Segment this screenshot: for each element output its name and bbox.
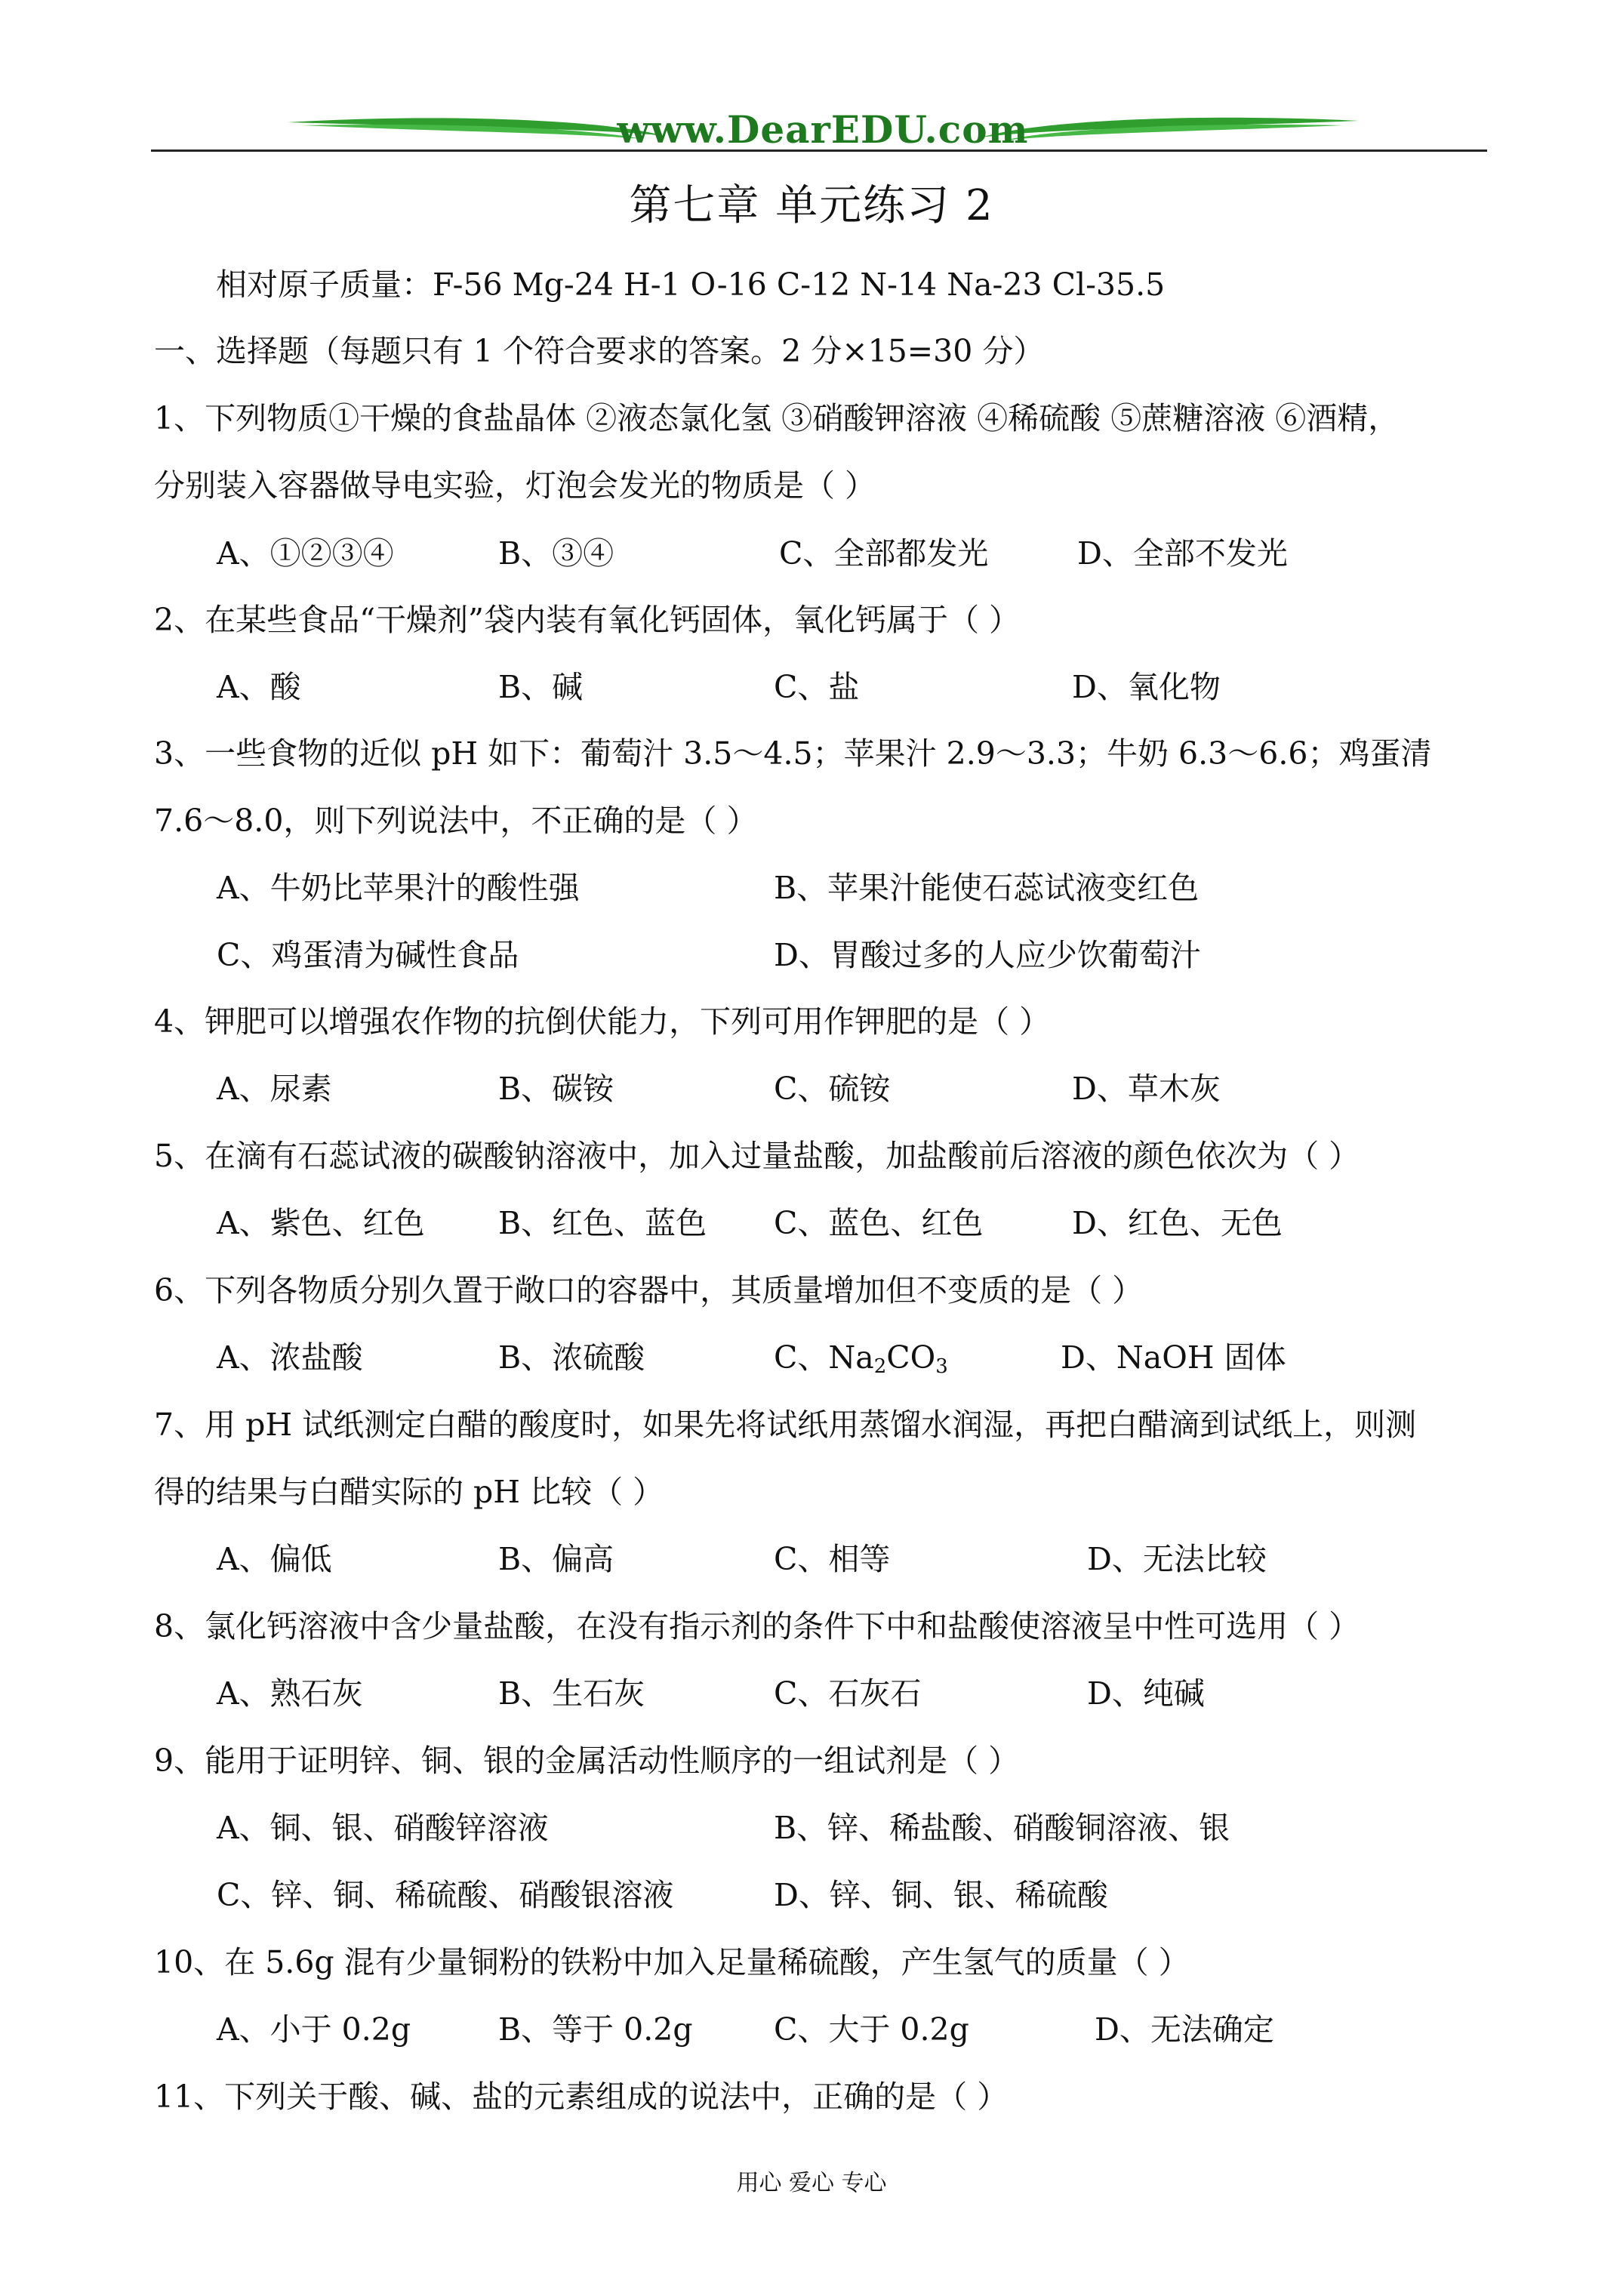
option-d: D、锌、铜、银、稀硫酸 [774,1877,1108,1913]
option-b: B、偏高 [498,1541,614,1577]
option-a: A、小于 0.2g [217,2011,411,2048]
option-b: B、生石灰 [498,1675,645,1712]
question-text: 5、在滴有石蕊试液的碳酸钠溶液中，加入过量盐酸，加盐酸前后溶液的颜色依次为（ ） [154,1138,1360,1174]
page-footer: 用心 爱心 专心 [736,2170,887,2196]
question-text: 9、能用于证明锌、铜、银的金属活动性顺序的一组试剂是（ ） [154,1743,1020,1779]
option-b: B、苹果汁能使石蕊试液变红色 [774,870,1200,906]
page-title: 第七章 单元练习 2 [629,181,994,230]
option-a: A、尿素 [217,1071,332,1107]
question-text: 4、钾肥可以增强农作物的抗倒伏能力，下列可用作钾肥的是（ ） [154,1003,1051,1040]
option-b: B、③④ [498,535,614,572]
formula-subscript: 2 [873,1355,887,1378]
question-text: 3、一些食物的近似 pH 如下：葡萄汁 3.5～4.5；苹果汁 2.9～3.3；牛奶 6.3～6.6；鸡蛋清 [154,735,1432,772]
question-text: 7、用 pH 试纸测定白醋的酸度时，如果先将试纸用蒸馏水润湿，再把白醋滴到试纸上，则测 [154,1407,1417,1443]
option-b: B、碳铵 [498,1071,614,1107]
header-banner [287,106,1359,151]
question-text: 2、在某些食品“干燥剂”袋内装有氧化钙固体，氧化钙属于（ ） [154,602,1021,638]
section-heading: 一、选择题（每题只有 1 个符合要求的答案。2 分×15=30 分） [154,333,1045,369]
option-d: D、红色、无色 [1072,1205,1283,1241]
question-text: 7.6～8.0，则下列说法中，不正确的是（ ） [154,803,758,839]
option-b: B、浓硫酸 [498,1339,645,1376]
option-c: C、全部都发光 [779,535,989,572]
option-a: A、酸 [217,669,301,705]
option-c: C、石灰石 [774,1675,922,1712]
option-a: A、紫色、红色 [217,1205,425,1241]
option-d: D、NaOH 固体 [1061,1339,1286,1376]
question-text: 8、氯化钙溶液中含少量盐酸，在没有指示剂的条件下中和盐酸使溶液呈中性可选用（ ） [154,1608,1360,1644]
option-c: C、锌、铜、稀硫酸、硝酸银溶液 [217,1877,674,1913]
option-c-text: C、Na [774,1339,874,1376]
option-d: D、草木灰 [1072,1071,1221,1107]
option-b: B、碱 [498,669,584,705]
option-c: C、大于 0.2g [774,2011,969,2048]
option-a: A、铜、银、硝酸锌溶液 [217,1810,549,1846]
option-d: D、无法比较 [1087,1541,1267,1577]
question-text: 11、下列关于酸、碱、盐的元素组成的说法中，正确的是（ ） [154,2079,1009,2115]
option-c [774,1333,948,1377]
option-a: A、浓盐酸 [217,1339,363,1376]
question-text: 得的结果与白醋实际的 pH 比较（ ） [154,1474,664,1510]
option-d: D、氧化物 [1072,669,1221,705]
atomic-masses: 相对原子质量：F-56 Mg-24 H-1 O-16 C-12 N-14 Na-23 Cl-35.5 [216,267,1166,303]
option-c: C、盐 [774,669,860,705]
option-c: C、硫铵 [774,1071,891,1107]
question-text: 1、下列物质①干燥的食盐晶体 ②液态氯化氢 ③硝酸钾溶液 ④稀硫酸 ⑤蔗糖溶液 ⑥酒精， [154,400,1400,436]
option-d: D、无法确定 [1095,2011,1274,2048]
option-d: D、胃酸过多的人应少饮葡萄汁 [774,937,1201,973]
option-b: B、锌、稀盐酸、硝酸铜溶液、银 [774,1810,1230,1846]
question-text: 10、在 5.6g 混有少量铜粉的铁粉中加入足量稀硫酸，产生氢气的质量（ ） [154,1944,1190,1980]
question-text: 分别装入容器做导电实验，灯泡会发光的物质是（ ） [154,467,876,504]
option-a: A、①②③④ [217,535,394,572]
formula-part: CO [886,1339,936,1376]
formula-subscript: 3 [935,1355,948,1378]
option-d: D、全部不发光 [1077,535,1288,572]
option-b: B、红色、蓝色 [498,1205,707,1241]
header-rule [151,149,1487,152]
option-c: C、相等 [774,1541,891,1577]
option-d: D、纯碱 [1087,1675,1205,1712]
site-url[interactable]: www.DearEDU.com [617,107,1029,152]
option-b: B、等于 0.2g [498,2011,693,2048]
question-text: 6、下列各物质分别久置于敞口的容器中，其质量增加但不变质的是（ ） [154,1272,1144,1308]
option-c: C、鸡蛋清为碱性食品 [217,937,519,973]
option-c: C、蓝色、红色 [774,1205,984,1241]
option-a: A、熟石灰 [217,1675,363,1712]
option-a: A、偏低 [217,1541,332,1577]
option-a: A、牛奶比苹果汁的酸性强 [217,870,580,906]
